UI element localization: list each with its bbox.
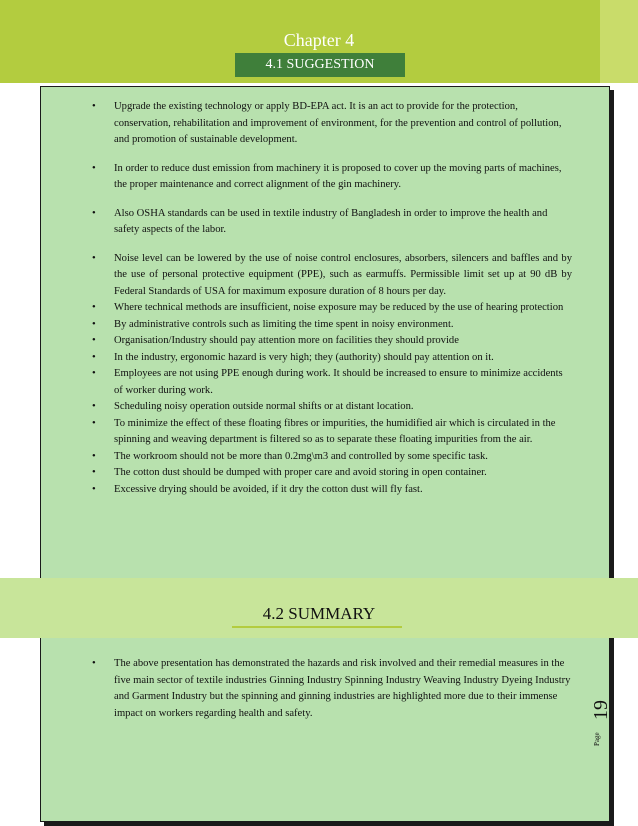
list-item: • In the industry, ergonomic hazard is very high; they (authority) should pay attention on it. [92, 350, 572, 367]
bullet-icon: • [92, 302, 96, 313]
bullet-icon: • [92, 318, 96, 330]
bullet-icon: • [92, 368, 96, 379]
list-item: • By administrative controls such as limiting the time spent in noisy environment. [92, 317, 572, 334]
list-item: • Employees are not using PPE enough during work. It should be increased to ensure to minimize accidents of worker during work. [92, 368, 563, 396]
bullet-icon: • [92, 450, 96, 462]
bullet-icon: • [92, 417, 96, 429]
bullet-icon: • [92, 658, 96, 669]
list-item: • To minimize the effect of these floating fibres or impurities, the humidified air which is circulated in the spinning and weaving department is filtered so as to separate these floating impurities from the air. [92, 417, 556, 445]
list-item: • Also OSHA standards can be used in textile industry of Bangladesh in order to improve the health and safety aspects of the labor. [92, 207, 548, 235]
list-item: • Where technical methods are insufficient, noise exposure may be reduced by the use of hearing protection [92, 300, 572, 317]
list-item: • Noise level can be lowered by the use of noise control enclosures, absorbers, silencers and baffles and by the use of personal protective equipment (PPE), such as earmuffs. Permissible limit set up at 90 dB by Federal Standards of USA for maximum exposure duration of 8 hours per day. [92, 252, 572, 297]
summary-list [92, 656, 572, 722]
section-title-suggestion: 4.1 SUGGESTION [235, 53, 405, 77]
section-title-summary: 4.2 SUMMARY [262, 604, 376, 623]
chapter-title: Chapter 4 [283, 30, 355, 50]
bullet-icon: • [92, 401, 96, 412]
list-item: • The workroom should not be more than 0.2mg\m3 and controlled by some specific task. [92, 449, 572, 466]
bullet-icon: • [92, 162, 96, 174]
list-item: • Scheduling noisy operation outside normal shifts or at distant location. [92, 399, 572, 416]
bullet-icon: • [92, 467, 96, 478]
bullet-icon: • [92, 335, 96, 346]
bullet-icon: • [92, 483, 96, 495]
list-item: • Upgrade the existing technology or apply BD-EPA act. It is an act to provide for the protection, conservation, rehabilitation and improvement of environment, for the prevention and control of pollution, and promotion of sustainable development. [92, 101, 562, 145]
suggestion-list [92, 99, 572, 498]
page-number [590, 690, 614, 750]
bullet-icon: • [92, 351, 96, 363]
list-item: • In order to reduce dust emission from machinery it is proposed to cover up the moving parts of machines, the proper maintenance and correct alignment of the gin machinery. [92, 162, 562, 190]
list-item: • The cotton dust should be dumped with proper care and avoid storing in open container. [92, 465, 572, 482]
page-word: Page [593, 732, 601, 746]
bullet-icon: • [92, 207, 96, 219]
bullet-icon: • [92, 101, 96, 112]
summary-underline [232, 626, 402, 628]
list-item: • The above presentation has demonstrated the hazards and risk involved and their remedial measures in the five main sector of textile industries Ginning Industry Spinning Industry Weaving Industry Dyeing Industry and Garment Industry but the spinning and ginning industries are highlighted more due to their immense impact on workers regarding health and safety. [92, 658, 571, 719]
page-number-value: 19 [590, 700, 612, 720]
list-item: • Excessive drying should be avoided, if it dry the cotton dust will fly fast. [92, 482, 572, 499]
bullet-icon: • [92, 252, 96, 264]
list-item: • Organisation/Industry should pay attention more on facilities they should provide [92, 333, 572, 350]
